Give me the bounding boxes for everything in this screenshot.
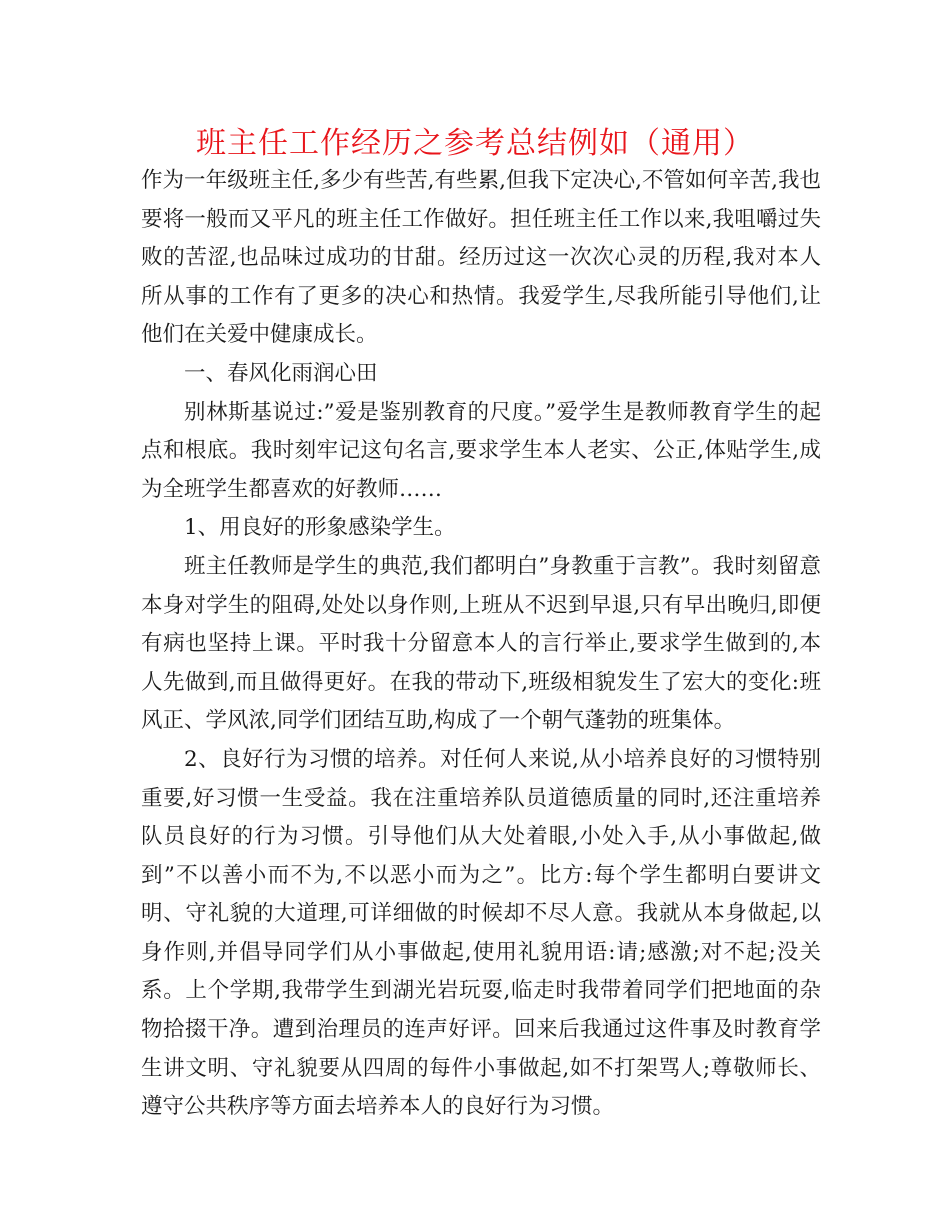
document-title: 班主任工作经历之参考总结例如（通用） (196, 126, 754, 161)
paragraph-habits: 2、良好行为习惯的培养。对任何人来说,从小培养良好的习惯特别重要,好习惯一生受益。我在注重培养队员道德质量的同时,还注重培养队员良好的行为习惯。引导他们从大处着眼,小处入手,从小事做起,做到”不以善小而不为,不以恶小而为之”。比方:每个学生都明白要讲文明、守礼貌的大道理,可详细做的时候却不尽人意。我就从本身做起,以身作则,并倡导同学们从小事做起,使用礼貌用语:请;感激;对不起;没关系。上个学期,我带学生到湖光岩玩耍,临走时我带着同学们把地面的杂物拾掇干净。遭到治理员的连声好评。回来后我通过这件事及时教育学生讲文明、守礼貌要从四周的每件小事做起,如不打架骂人;尊敬师长、遵守公共秩序等方面去培养本人的良好行为习惯。 (141, 746, 821, 1120)
paragraph-intro: 作为一年级班主任,多少有些苦,有些累,但我下定决心,不管如何辛苦,我也要将一般而又平凡的班主任工作做好。担任班主任工作以来,我咀嚼过失败的苦涩,也品味过成功的甘甜。经历过这一次次心灵的历程,我对本人所从事的工作有了更多的决心和热情。我爱学生,尽我所能引导他们,让他们在关爱中健康成长。 (141, 168, 821, 348)
document-body (141, 162, 821, 1127)
paragraph-role-model: 班主任教师是学生的典范,我们都明白”身教重于言教”。我时刻留意本身对学生的阻碍,处处以身作则,上班从不迟到早退,只有早出晚归,即便有病也坚持上课。平时我十分留意本人的言行举止,要求学生做到的,本人先做到,而且做得更好。在我的带动下,班级相貌发生了宏大的变化:班风正、学风浓,同学们团结互助,构成了一个朝气蓬勃的班集体。 (141, 553, 821, 734)
paragraph-quote: 别林斯基说过:”爱是鉴别教育的尺度。”爱学生是教师教育学生的起点和根底。我时刻牢记这句名言,要求学生本人老实、公正,体贴学生,成为全班学生都喜欢的好教师…… (141, 399, 821, 502)
section-heading-1: 一、春风化雨润心田 (184, 360, 378, 386)
subheading-1: 1、用良好的形象感染学生。 (184, 515, 456, 541)
